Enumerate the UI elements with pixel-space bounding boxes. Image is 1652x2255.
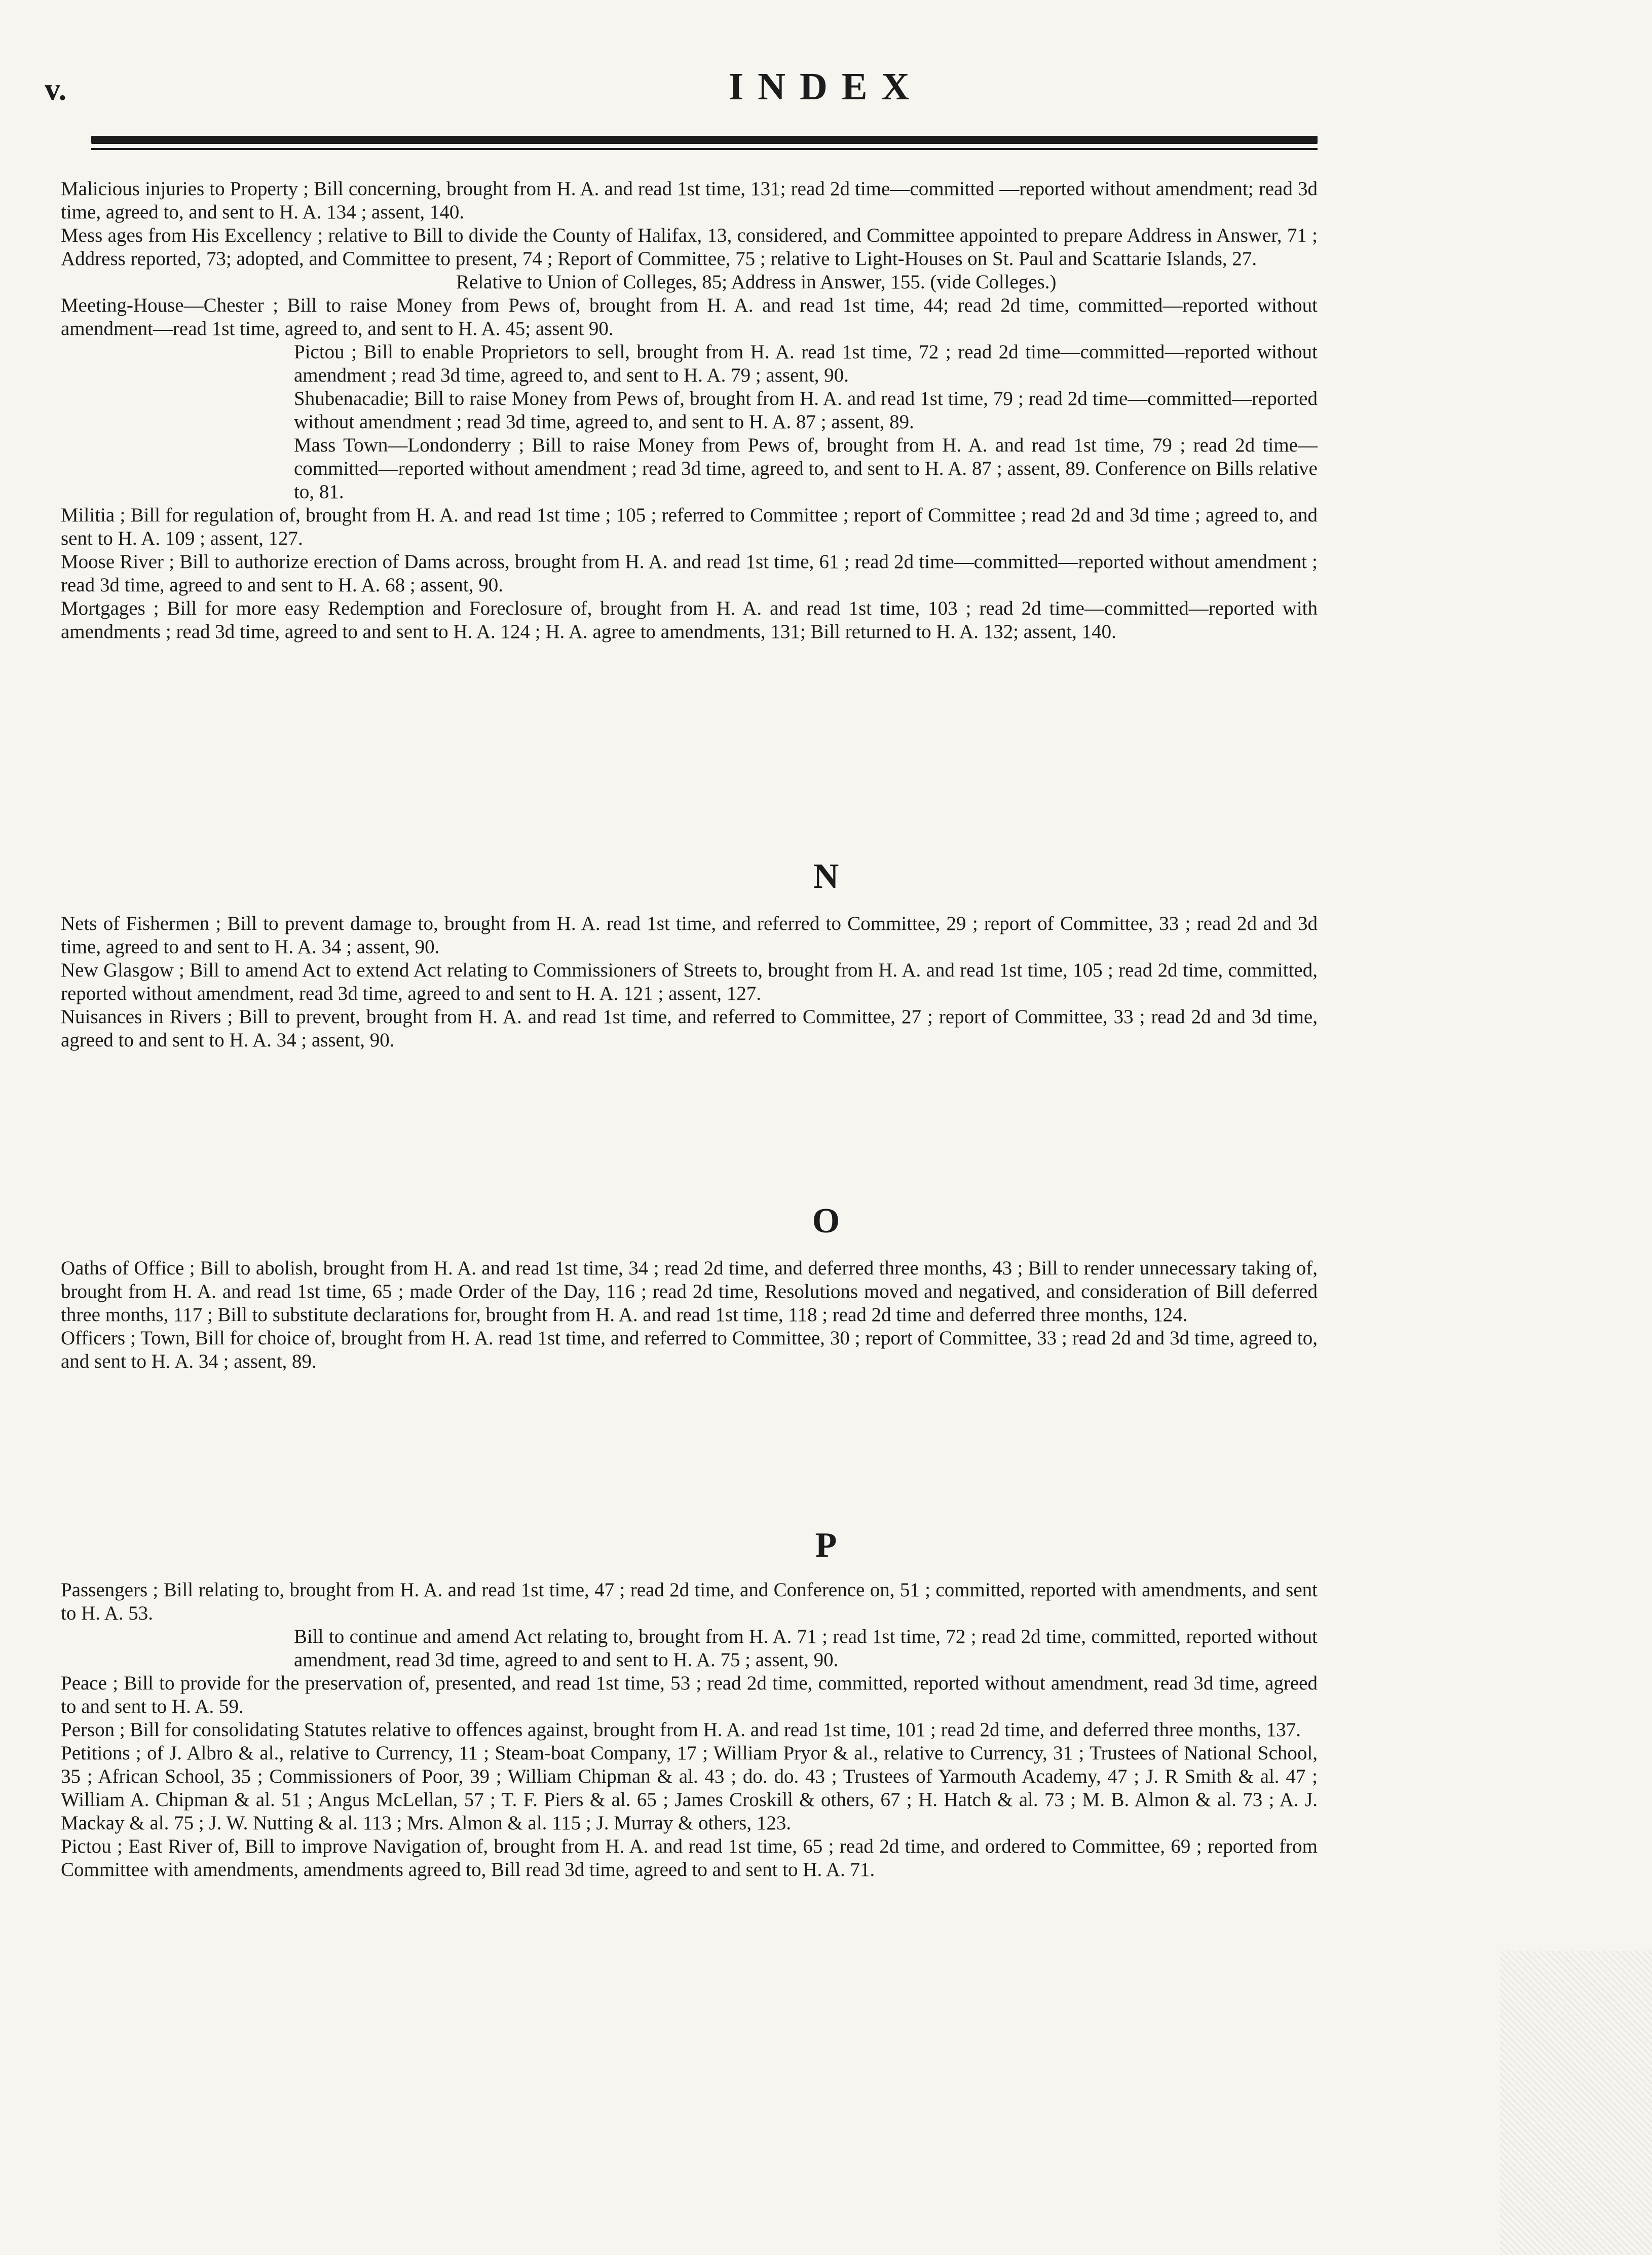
entry-moose-river: Moose River ; Bill to authorize erection of Dams across, brought from H. A. and read 1st time, 61 ; read 2d time—committed—reported without amendment ; read 3d time, agreed to and sent to H. A. 68 ; assent, 90. [61, 551, 1318, 596]
section-letter-p: P [815, 1526, 837, 1565]
header-rule-thin [91, 148, 1318, 150]
entry-meeting-house-pictou: Pictou ; Bill to enable Proprietors to sell, brought from H. A. read 1st time, 72 ; read 2d time—committed—reported without amendment ; read 3d time, agreed to, and sent to H. A. 79 ; assent, 90. [294, 341, 1318, 386]
section-letter-o: O [812, 1201, 840, 1241]
section-n [61, 912, 1318, 1052]
entry-oaths-of-office: Oaths of Office ; Bill to abolish, brought from H. A. and read 1st time, 34 ; read 2d time, and deferred three months, 43 ; Bill to render unnecessary taking of, brought from H. A. and read 1st time, 65 ; made Order of the Day, 116 ; read 2d time, Resolutions moved and negatived, and consideration of Bill deferred three months, 117 ; Bill to substitute declarations for, brought from H. A. and read 1st time, 118 ; read 2d time and deferred three months, 124. [61, 1257, 1318, 1326]
entry-meeting-house-shubenacadie: Shubenacadie; Bill to raise Money from Pews of, brought from H. A. and read 1st time, 79 ; read 2d time—committed—reported without amendment ; read 3d time, agreed to, and sent to H. A. 87 ; assent, 89. [294, 388, 1318, 433]
section-letter-n: N [813, 857, 839, 896]
page-number: v. [45, 72, 67, 107]
entry-meeting-house-mass-town: Mass Town—Londonderry ; Bill to raise Money from Pews of, brought from H. A. and read 1st time, 79 ; read 2d time—committed—reported without amendment ; read 3d time, agreed to, and sent to H. A. 87 ; assent, 89. Conference on Bills relative to, 81. [294, 434, 1318, 503]
entry-pictou-east-river: Pictou ; East River of, Bill to improve Navigation of, brought from H. A. and read 1st time, 65 ; read 2d time, and ordered to Committee, 69 ; reported from Committee with amendments, amendments agreed to, Bill read 3d time, agreed to and sent to H. A. 71. [61, 1835, 1318, 1881]
entry-petitions: Petitions ; of J. Albro & al., relative to Currency, 11 ; Steam-boat Company, 17 ; William Pryor & al., relative to Currency, 31 ; Trustees of National School, 35 ; African School, 35 ; Commissioners of Poor, 39 ; William Chipman & al. 43 ; do. do. 43 ; Trustees of Yarmouth Academy, 47 ; J. R Smith & al. 47 ; William A. Chipman & al. 51 ; Angus McLellan, 57 ; T. F. Piers & al. 65 ; James Croskill & others, 67 ; H. Hatch & al. 73 ; M. B. Almon & al. 73 ; A. J. Mackay & al. 75 ; J. W. Nutting & al. 113 ; Mrs. Almon & al. 115 ; J. Murray & others, 123. [61, 1742, 1318, 1834]
paper-noise [1500, 1951, 1652, 2255]
page-title: INDEX [728, 65, 924, 108]
entry-malicious-injuries: Malicious injuries to Property ; Bill concerning, brought from H. A. and read 1st time, 131; read 2d time—committed —reported without amendment; read 3d time, agreed to, and sent to H. A. 134 ; assent, 140. [61, 178, 1318, 223]
entry-new-glasgow: New Glasgow ; Bill to amend Act to extend Act relating to Commissioners of Streets to, brought from H. A. and read 1st time, 105 ; read 2d time, committed, reported without amendment, read 3d time, agreed to and sent to H. A. 121 ; assent, 127. [61, 959, 1318, 1004]
entry-militia: Militia ; Bill for regulation of, brought from H. A. and read 1st time ; 105 ; referred to Committee ; report of Committee ; read 2d and 3d time ; agreed to, and sent to H. A. 109 ; assent, 127. [61, 504, 1318, 549]
entry-passengers-continue-act: Bill to continue and amend Act relating to, brought from H. A. 71 ; read 1st time, 72 ; read 2d time, committed, reported without amendment, read 3d time, agreed to and sent to H. A. 75 ; assent, 90. [294, 1626, 1318, 1671]
entry-meeting-house-chester: Meeting-House—Chester ; Bill to raise Money from Pews of, brought from H. A. and read 1st time, 44; read 2d time, committed—reported without amendment—read 1st time, agreed to, and sent to H. A. 45; assent 90. [61, 294, 1318, 340]
section-p [61, 1578, 1318, 1882]
entry-messages-union-colleges: Relative to Union of Colleges, 85; Address in Answer, 155. (vide Colleges.) [456, 271, 1057, 293]
entry-peace: Peace ; Bill to provide for the preservation of, presented, and read 1st time, 53 ; read 2d time, committed, reported without amendment, read 3d time, agreed to and sent to H. A. 59. [61, 1672, 1318, 1717]
entry-messages: Mess ages from His Excellency ; relative to Bill to divide the County of Halifax, 13, considered, and Committee appointed to prepare Address in Answer, 71 ; Address reported, 73; adopted, and Committee to present, 74 ; Report of Committee, 75 ; relative to Light-Houses on St. Paul and Scattarie Islands, 27. [61, 224, 1318, 270]
section-m [61, 177, 1318, 644]
section-o [61, 1257, 1318, 1373]
entry-nuisances-in-rivers: Nuisances in Rivers ; Bill to prevent, brought from H. A. and read 1st time, and referred to Committee, 27 ; report of Committee, 33 ; read 2d and 3d time, agreed to and sent to H. A. 34 ; assent, 90. [61, 1006, 1318, 1051]
entry-mortgages: Mortgages ; Bill for more easy Redemption and Foreclosure of, brought from H. A. and read 1st time, 103 ; read 2d time—committed—reported with amendments ; read 3d time, agreed to and sent to H. A. 124 ; H. A. agree to amendments, 131; Bill returned to H. A. 132; assent, 140. [61, 597, 1318, 643]
entry-nets-of-fishermen: Nets of Fishermen ; Bill to prevent damage to, brought from H. A. read 1st time, and referred to Committee, 29 ; report of Committee, 33 ; read 2d and 3d time, agreed to and sent to H. A. 34 ; assent, 90. [61, 913, 1318, 958]
entry-person: Person ; Bill for consolidating Statutes relative to offences against, brought from H. A. and read 1st time, 101 ; read 2d time, and deferred three months, 137. [61, 1719, 1301, 1741]
header-rule [91, 136, 1318, 144]
entry-passengers: Passengers ; Bill relating to, brought from H. A. and read 1st time, 47 ; read 2d time, and Conference on, 51 ; committed, reported with amendments, and sent to H. A. 53. [61, 1579, 1318, 1624]
entry-officers: Officers ; Town, Bill for choice of, brought from H. A. read 1st time, and referred to Committee, 30 ; report of Committee, 33 ; read 2d and 3d time, agreed to, and sent to H. A. 34 ; assent, 89. [61, 1327, 1318, 1372]
